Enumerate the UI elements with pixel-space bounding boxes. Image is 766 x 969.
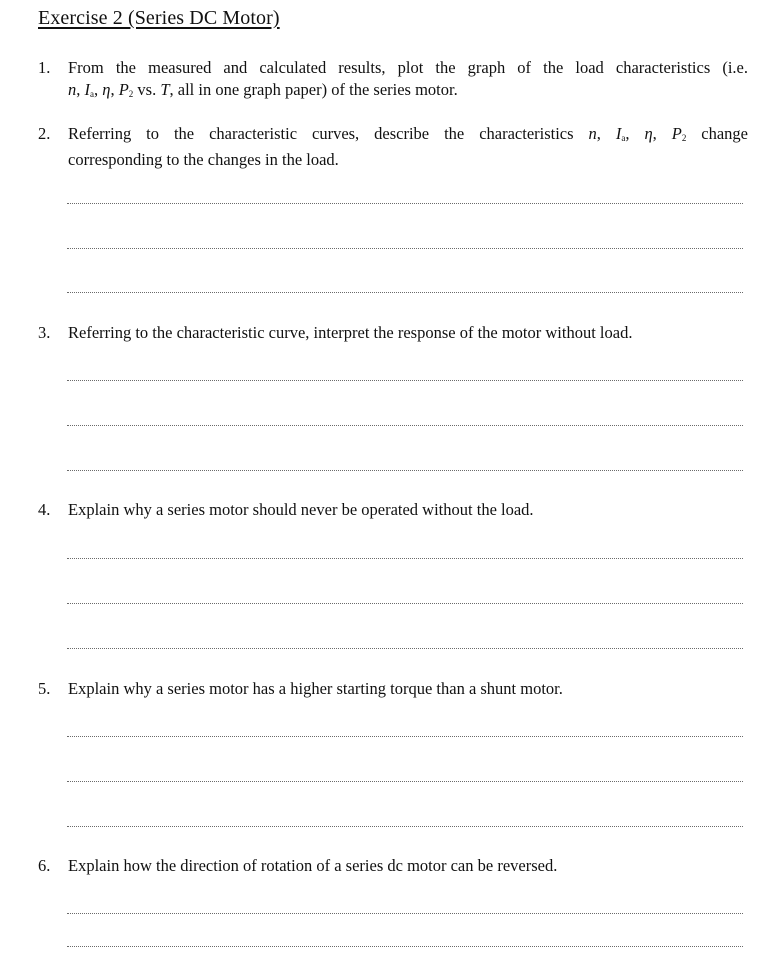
armature-current-symbol — [616, 124, 626, 143]
question-text-line: Referring to the characteristic curve, interpret the response of the motor without load. — [68, 323, 633, 342]
torque-symbol: T — [160, 80, 170, 99]
separator: , — [596, 124, 616, 143]
question-5 — [38, 678, 748, 700]
question-text-end: change — [686, 124, 749, 143]
answer-line[interactable] — [67, 781, 743, 782]
question-number: 2. — [38, 124, 51, 143]
output-power-symbol — [119, 80, 134, 99]
power-letter: P — [671, 124, 682, 143]
power-subscript: 2 — [681, 133, 687, 143]
question-2 — [38, 123, 748, 171]
question-number: 5. — [38, 679, 51, 698]
separator: , — [110, 80, 119, 99]
answer-line[interactable] — [67, 913, 743, 914]
question-text-line: From the measured and calculated results, plot the graph of the load characteristics (i.e. — [68, 58, 748, 77]
answer-line[interactable] — [67, 558, 743, 559]
current-letter: I — [84, 80, 90, 99]
current-letter: I — [615, 124, 622, 143]
question-4 — [38, 499, 748, 521]
question-text-tail: , all in one graph paper) of the series motor. — [169, 80, 458, 99]
speed-symbol: n — [588, 124, 597, 143]
question-3 — [38, 322, 748, 344]
answer-line[interactable] — [67, 380, 743, 381]
question-text-line: corresponding to the changes in the load. — [68, 150, 339, 169]
question-6 — [38, 855, 748, 877]
output-power-symbol — [672, 124, 687, 143]
question-number: 6. — [38, 856, 51, 875]
answer-line[interactable] — [67, 470, 743, 471]
speed-symbol: n — [68, 80, 77, 99]
answer-line[interactable] — [67, 248, 743, 249]
answer-line[interactable] — [67, 946, 743, 947]
question-number: 4. — [38, 500, 51, 519]
armature-current-symbol — [85, 80, 95, 99]
answer-line[interactable] — [67, 425, 743, 426]
answer-line[interactable] — [67, 826, 743, 827]
exercise-title: Exercise 2 (Series DC Motor) — [38, 7, 280, 29]
power-subscript: 2 — [128, 89, 134, 99]
power-letter: P — [118, 80, 129, 99]
separator: , — [652, 124, 672, 143]
efficiency-symbol: η — [102, 80, 111, 99]
question-number: 1. — [38, 58, 51, 77]
separator: , — [94, 80, 103, 99]
question-1 — [38, 57, 748, 105]
question-text-line: Explain why a series motor has a higher starting torque than a shunt motor. — [68, 679, 563, 698]
question-text-line: Explain how the direction of rotation of a series dc motor can be reversed. — [68, 856, 558, 875]
versus-word: vs. — [133, 80, 161, 99]
separator: , — [76, 80, 85, 99]
answer-line[interactable] — [67, 292, 743, 293]
current-subscript: a — [90, 89, 94, 99]
efficiency-symbol: η — [644, 124, 653, 143]
answer-line[interactable] — [67, 648, 743, 649]
answer-line[interactable] — [67, 203, 743, 204]
question-number: 3. — [38, 323, 51, 342]
question-text-start: Referring to the characteristic curves, describe the characteristics — [68, 124, 589, 143]
current-subscript: a — [621, 133, 626, 143]
question-text-line — [68, 79, 748, 105]
question-text-line: Explain why a series motor should never be operated without the load. — [68, 500, 534, 519]
separator: , — [625, 124, 645, 143]
question-text-line — [68, 123, 748, 149]
answer-line[interactable] — [67, 736, 743, 737]
answer-line[interactable] — [67, 603, 743, 604]
